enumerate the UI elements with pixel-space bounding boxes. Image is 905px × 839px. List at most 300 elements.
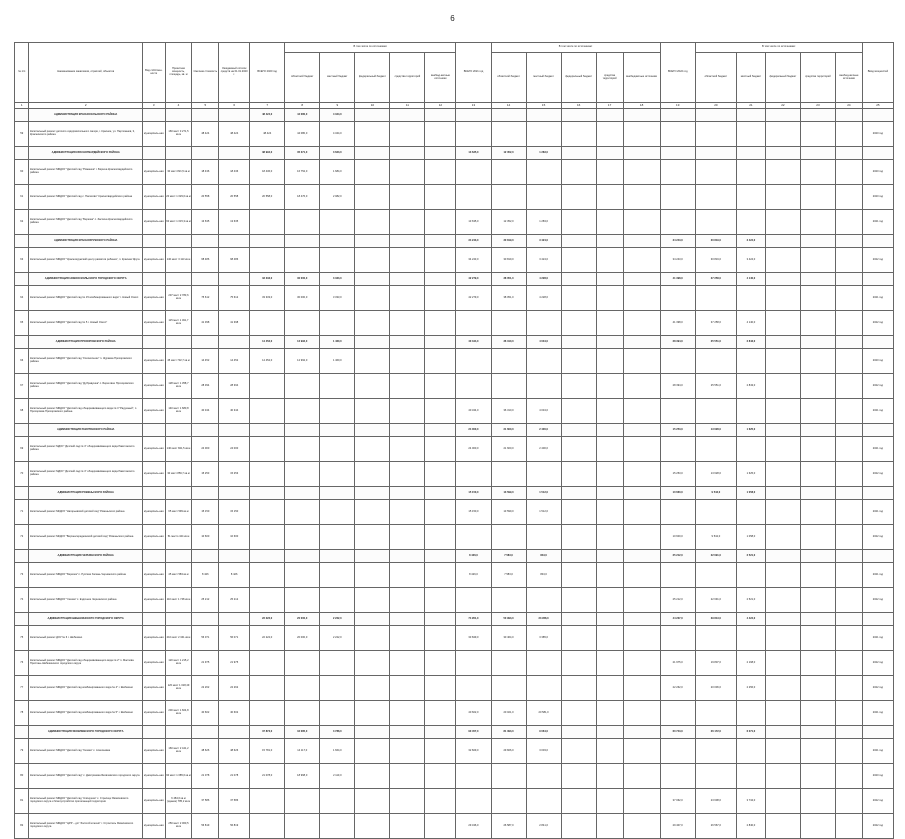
row-number: 82 <box>15 814 29 839</box>
value-2020 <box>320 462 355 487</box>
value-2021: 843,0 <box>526 563 561 588</box>
value-2021 <box>596 613 623 626</box>
value-2020: 2 082,0 <box>320 185 355 210</box>
value-2021 <box>561 462 596 487</box>
value-2021 <box>623 235 660 248</box>
completion-year: 2020 год <box>862 160 893 185</box>
value-2020: 1 460,0 <box>320 349 355 374</box>
completion-cell <box>862 235 893 248</box>
value-2020 <box>355 626 390 651</box>
capacity: 65 мест 599 кв.м <box>165 500 192 525</box>
value-2020 <box>355 462 390 487</box>
value-2021 <box>561 437 596 462</box>
capacity: 250 мест 2 060,5 кв.м <box>165 814 192 839</box>
estimate: 56 071 <box>192 626 219 651</box>
value-2022 <box>835 701 862 726</box>
value-2020 <box>285 676 320 701</box>
value-2022: 37 258,0 <box>695 273 736 286</box>
value-2020 <box>355 764 390 789</box>
value-2020 <box>250 651 285 676</box>
value-2021: 38 051,0 <box>491 273 526 286</box>
value-2021 <box>596 374 623 399</box>
value-2022 <box>800 185 835 210</box>
value-2021: 36 310,0 <box>491 336 526 349</box>
header-name: Наименование заказчиков, отраслей, объектов <box>29 43 142 103</box>
section-row <box>15 487 894 500</box>
object-row <box>15 814 894 839</box>
value-2022: 1 625,0 <box>736 462 765 487</box>
section-row <box>15 613 894 626</box>
value-2020 <box>355 336 390 349</box>
value-2020 <box>390 651 425 676</box>
empty-cell <box>219 109 250 122</box>
value-2021 <box>561 248 596 273</box>
value-2022: 34 243,0 <box>660 235 695 248</box>
value-2020 <box>425 626 456 651</box>
completion-year: 2021 год <box>862 739 893 764</box>
expected-balance: 68 486 <box>219 248 250 273</box>
column-number: 4 <box>165 103 192 109</box>
value-2022 <box>835 626 862 651</box>
estimate: 37 586 <box>192 789 219 814</box>
value-2021 <box>623 726 660 739</box>
value-2021 <box>623 487 660 500</box>
value-2020: 44 080,0 <box>285 122 320 147</box>
value-2021: 12 352,0 <box>491 210 526 235</box>
section-title: АДМИНИСТРАЦИЯ РАКИТЯНСКОГО РАЙОНА <box>29 424 142 437</box>
header-territory-2022: средства территорий <box>800 53 835 103</box>
value-2022: 28 394,0 <box>660 336 695 349</box>
object-name: Капитальный ремонт МБДОУ "Детский сад комбинированного вида № 4" г. Шебекино <box>29 676 142 701</box>
row-number: 64 <box>15 286 29 311</box>
value-2020 <box>390 185 425 210</box>
value-2021 <box>491 122 526 147</box>
value-2021 <box>526 349 561 374</box>
value-2022 <box>660 500 695 525</box>
value-2020 <box>320 399 355 424</box>
header-local-2022: местный бюджет <box>736 53 765 103</box>
value-2022 <box>765 185 800 210</box>
value-2020: 30 000,0 <box>285 273 320 286</box>
completion-year: 2021 год <box>862 563 893 588</box>
value-2020: 18 476,0 <box>285 185 320 210</box>
value-2022: 19 807,0 <box>695 651 736 676</box>
object-name: Капитальный ремонт МБДОУ "Детский сад № 5 г. Новый Оскол" <box>29 311 142 336</box>
column-number: 25 <box>862 103 893 109</box>
value-2020 <box>355 248 390 273</box>
ownership: муниципаль-ная <box>142 626 165 651</box>
value-2021: 4 034,0 <box>526 336 561 349</box>
value-2020 <box>425 437 456 462</box>
value-2020: 30 000,0 <box>285 286 320 311</box>
completion-year: 2021 год <box>862 701 893 726</box>
completion-year: 2022 год <box>862 248 893 273</box>
object-name: Капитальный ремонт МКДОУ "Нагорьевский детский сад" Ровеньского района <box>29 500 142 525</box>
object-name: Капитальный ремонт МБДОУ "Краснояружский центр развития ребенка", п. Красная Яруга <box>29 248 142 273</box>
value-2021: 4 228,0 <box>526 286 561 311</box>
object-row <box>15 651 894 676</box>
value-2022: 4 140,0 <box>736 311 765 336</box>
value-2022 <box>835 160 862 185</box>
value-2022 <box>800 563 835 588</box>
object-row <box>15 701 894 726</box>
value-2021: 30 464,0 <box>491 626 526 651</box>
value-2022 <box>765 248 800 273</box>
row-number: 69 <box>15 437 29 462</box>
value-2021 <box>623 789 660 814</box>
section-row <box>15 109 894 122</box>
value-2021: 1 512,0 <box>526 487 561 500</box>
capacity: 90 мест 1 085,6 кв.м <box>165 764 192 789</box>
value-2022 <box>695 764 736 789</box>
section-row <box>15 726 894 739</box>
empty-cell <box>219 235 250 248</box>
value-2022 <box>660 739 695 764</box>
value-2022 <box>835 588 862 613</box>
value-2022: 20 006,0 <box>695 676 736 701</box>
value-2020 <box>425 462 456 487</box>
value-2020 <box>390 726 425 739</box>
value-2022 <box>835 210 862 235</box>
value-2020: 34 085,0 <box>285 726 320 739</box>
value-2020 <box>390 374 425 399</box>
value-2020: 21 078,0 <box>250 764 285 789</box>
value-2022: 25 212,0 <box>660 550 695 563</box>
value-2021 <box>561 273 596 286</box>
value-2021 <box>561 286 596 311</box>
value-2022 <box>835 311 862 336</box>
value-2020 <box>320 676 355 701</box>
value-2021: 90 457,0 <box>456 726 491 739</box>
value-2022 <box>800 764 835 789</box>
row-number: 63 <box>15 248 29 273</box>
value-2020 <box>425 235 456 248</box>
value-2021: 3 003,0 <box>526 739 561 764</box>
value-2022 <box>800 424 835 437</box>
value-2020 <box>390 235 425 248</box>
value-2022 <box>800 588 835 613</box>
value-2022 <box>695 563 736 588</box>
capacity: 60 мест 1 015,3 кв.м <box>165 210 192 235</box>
estimate: 14 452 <box>192 349 219 374</box>
value-2020 <box>355 500 390 525</box>
row-number: 80 <box>15 764 29 789</box>
completion-year: 2020 год <box>862 349 893 374</box>
capacity: 128 мест 1 358,7 кв.м <box>165 374 192 399</box>
value-2020: 3 788,0 <box>320 726 355 739</box>
value-2021 <box>596 676 623 701</box>
column-number: 17 <box>596 103 623 109</box>
ownership: муниципаль-ная <box>142 588 165 613</box>
expected-balance: 10 600 <box>219 525 250 550</box>
value-2022 <box>765 349 800 374</box>
value-2022 <box>695 286 736 311</box>
value-2022 <box>736 701 765 726</box>
value-2021 <box>561 235 596 248</box>
value-2020 <box>390 336 425 349</box>
header-total-2021: ВСЕГО 2021 год <box>456 43 491 103</box>
value-2021: 20 581,0 <box>526 701 561 726</box>
value-2020 <box>390 613 425 626</box>
value-2020 <box>425 525 456 550</box>
estimate: 41 398 <box>192 311 219 336</box>
value-2022: 29 407,0 <box>660 814 695 839</box>
value-2020 <box>425 701 456 726</box>
value-2020 <box>285 424 320 437</box>
capacity: 237 мест 2 783,6 кв.м <box>165 286 192 311</box>
value-2022 <box>800 739 835 764</box>
value-2020 <box>355 122 390 147</box>
value-2022 <box>800 235 835 248</box>
value-2022 <box>835 273 862 286</box>
value-2021 <box>561 726 596 739</box>
column-number: 11 <box>390 103 425 109</box>
value-2021 <box>596 626 623 651</box>
empty-cell <box>142 336 165 349</box>
ownership: муниципаль-ная <box>142 286 165 311</box>
value-2021: 34 243,0 <box>456 235 491 248</box>
column-number: 1 <box>15 103 29 109</box>
empty-cell <box>219 424 250 437</box>
value-2021 <box>561 311 596 336</box>
value-2022 <box>660 185 695 210</box>
value-2021 <box>491 525 526 550</box>
capacity: 6 484,6 кв.м (здание) 785,2 кв.м <box>165 789 192 814</box>
value-2020 <box>355 437 390 462</box>
value-2021: 40 344,0 <box>456 399 491 424</box>
value-2022 <box>695 160 736 185</box>
value-2022: 3 424,0 <box>736 235 765 248</box>
column-number: 5 <box>192 103 219 109</box>
empty-cell <box>142 109 165 122</box>
value-2022 <box>765 235 800 248</box>
value-2020 <box>355 487 390 500</box>
value-2020: 3 623,0 <box>320 147 355 160</box>
page-number: 6 <box>450 14 455 23</box>
section-title: АДМИНИСТРАЦИЯ ЯКОВЛЕВСКОГО ГОРОДСКОГО ОКРУГА <box>29 726 142 739</box>
value-2022 <box>765 273 800 286</box>
row-number <box>15 613 29 626</box>
value-2021 <box>596 122 623 147</box>
value-2020 <box>425 676 456 701</box>
value-2021 <box>623 739 660 764</box>
value-2022 <box>835 487 862 500</box>
value-2020 <box>320 563 355 588</box>
value-2021: 843,0 <box>526 550 561 563</box>
value-2022: 2 521,0 <box>736 550 765 563</box>
value-2020: 4 344,0 <box>320 122 355 147</box>
empty-cell <box>192 109 219 122</box>
object-row <box>15 676 894 701</box>
object-name: Капитальный ремонт детского оздоровительного лагеря, г. Красное, ул. Партизанов, 3, Краснинского района <box>29 122 142 147</box>
value-2022 <box>765 109 800 122</box>
value-2021 <box>623 273 660 286</box>
section-row <box>15 336 894 349</box>
value-2021 <box>623 550 660 563</box>
expected-balance: 40 602 <box>219 701 250 726</box>
value-2022: 4 424,0 <box>736 613 765 626</box>
value-2021: 29 826,0 <box>491 739 526 764</box>
value-2022 <box>835 437 862 462</box>
value-2021 <box>623 424 660 437</box>
value-2021 <box>596 424 623 437</box>
header-total-2020: ВСЕГО 2020 год <box>250 43 285 103</box>
value-2022 <box>660 701 695 726</box>
ownership: муниципаль-ная <box>142 563 165 588</box>
row-number <box>15 336 29 349</box>
value-2021 <box>561 399 596 424</box>
value-2020: 38 994,0 <box>250 147 285 160</box>
completion-cell <box>862 336 893 349</box>
completion-year: 2022 год <box>862 311 893 336</box>
value-2020 <box>250 701 285 726</box>
completion-year: 2020 год <box>862 764 893 789</box>
value-2021 <box>596 726 623 739</box>
value-2022 <box>800 122 835 147</box>
value-2022: 37 258,0 <box>695 311 736 336</box>
value-2022 <box>835 789 862 814</box>
value-2021 <box>596 248 623 273</box>
ownership: муниципаль-ная <box>142 311 165 336</box>
expected-balance: 28 394 <box>219 374 250 399</box>
value-2021 <box>596 273 623 286</box>
value-2021: 1 512,0 <box>526 500 561 525</box>
row-number: 74 <box>15 588 29 613</box>
value-2020 <box>390 789 425 814</box>
value-2020 <box>355 374 390 399</box>
value-2022 <box>736 210 765 235</box>
value-2020: 20 000,0 <box>285 626 320 651</box>
object-name: Капитальный ремонт МБДОУ "Детский сад общеразвивающего вида № 2" п. Маслова Пристань Шебекинского городского округа <box>29 651 142 676</box>
value-2021 <box>561 210 596 235</box>
column-number: 8 <box>285 103 320 109</box>
value-2022 <box>660 286 695 311</box>
value-2021 <box>456 651 491 676</box>
value-2022 <box>835 286 862 311</box>
value-2020 <box>425 789 456 814</box>
value-2020 <box>390 147 425 160</box>
value-2022 <box>765 160 800 185</box>
empty-cell <box>142 550 165 563</box>
value-2021 <box>526 676 561 701</box>
value-2020 <box>320 210 355 235</box>
header-capacity: Проектная мощность, площадь, кв. м <box>165 43 192 103</box>
value-2021: 21 600,0 <box>491 424 526 437</box>
value-2022 <box>765 563 800 588</box>
value-2020 <box>355 676 390 701</box>
value-2021 <box>623 210 660 235</box>
value-2020 <box>425 336 456 349</box>
value-2020 <box>355 286 390 311</box>
value-2020 <box>250 399 285 424</box>
value-2020 <box>250 424 285 437</box>
row-number: 60 <box>15 160 29 185</box>
value-2022 <box>736 764 765 789</box>
value-2022: 2 840,0 <box>736 814 765 839</box>
value-2021 <box>491 789 526 814</box>
completion-cell <box>862 487 893 500</box>
value-2022: 15 253,0 <box>660 424 695 437</box>
value-2021 <box>456 764 491 789</box>
value-2020 <box>355 399 390 424</box>
estimate: 75 612 <box>192 286 219 311</box>
value-2022 <box>660 563 695 588</box>
estimate: 25 212 <box>192 588 219 613</box>
value-2021 <box>561 147 596 160</box>
value-2022 <box>695 437 736 462</box>
value-2021: 29 436,0 <box>456 814 491 839</box>
ownership: муниципаль-ная <box>142 789 165 814</box>
value-2021 <box>596 286 623 311</box>
empty-cell <box>192 726 219 739</box>
value-2020 <box>320 525 355 550</box>
completion-cell <box>862 147 893 160</box>
value-2021 <box>623 437 660 462</box>
value-2022: 28 394,0 <box>660 374 695 399</box>
value-2022: 44 237,0 <box>660 613 695 626</box>
value-2020 <box>320 374 355 399</box>
value-2020 <box>320 701 355 726</box>
value-2020: 2 110,0 <box>320 764 355 789</box>
value-2022 <box>800 210 835 235</box>
value-2021 <box>526 789 561 814</box>
value-2020: 3 333,0 <box>320 273 355 286</box>
value-2022 <box>765 311 800 336</box>
value-2022: 30 819,0 <box>695 235 736 248</box>
object-name: Капитальный ремонт МДОУ "Детский сад № 4" общеразвивающего вида Ракитянского района <box>29 437 142 462</box>
value-2021: 12 352,0 <box>491 147 526 160</box>
object-name: Капитальный ремонт МДОУ "Детский сад № 4" общеразвивающего вида Ракитянского района <box>29 462 142 487</box>
empty-cell <box>192 273 219 286</box>
value-2021 <box>596 500 623 525</box>
row-number <box>15 726 29 739</box>
value-2021 <box>623 160 660 185</box>
value-2022: 41 398,0 <box>660 273 695 286</box>
row-number: 76 <box>15 651 29 676</box>
value-2020 <box>355 160 390 185</box>
value-2021 <box>561 487 596 500</box>
value-2022 <box>800 651 835 676</box>
value-2021 <box>596 563 623 588</box>
estimate: 15 253 <box>192 462 219 487</box>
value-2021 <box>456 462 491 487</box>
value-2021 <box>526 525 561 550</box>
value-2021: 40 344,0 <box>456 336 491 349</box>
value-2021 <box>623 122 660 147</box>
column-number: 23 <box>800 103 835 109</box>
empty-cell <box>219 613 250 626</box>
object-row <box>15 311 894 336</box>
value-2020 <box>250 235 285 248</box>
value-2022 <box>736 109 765 122</box>
value-2022 <box>660 399 695 424</box>
value-2022 <box>660 109 695 122</box>
value-2021 <box>491 109 526 122</box>
value-2022: 41 398,0 <box>660 311 695 336</box>
value-2021 <box>623 248 660 273</box>
value-2021: 7 583,0 <box>491 563 526 588</box>
value-2021 <box>526 160 561 185</box>
object-name: Капитальный ремонт МБДОУ "Детский сад "Алёнушка" с. Стрелецк Яковлевского городского округа и благоустройство прилегающей территории <box>29 789 142 814</box>
column-number: 9 <box>320 103 355 109</box>
value-2021 <box>596 701 623 726</box>
object-row <box>15 437 894 462</box>
value-2021 <box>623 500 660 525</box>
value-2020 <box>250 487 285 500</box>
value-2022 <box>765 814 800 839</box>
value-2022 <box>736 349 765 374</box>
section-title: АДМИНИСТРАЦИЯ РОВЕНЬСКОГО РАЙОНА <box>29 487 142 500</box>
